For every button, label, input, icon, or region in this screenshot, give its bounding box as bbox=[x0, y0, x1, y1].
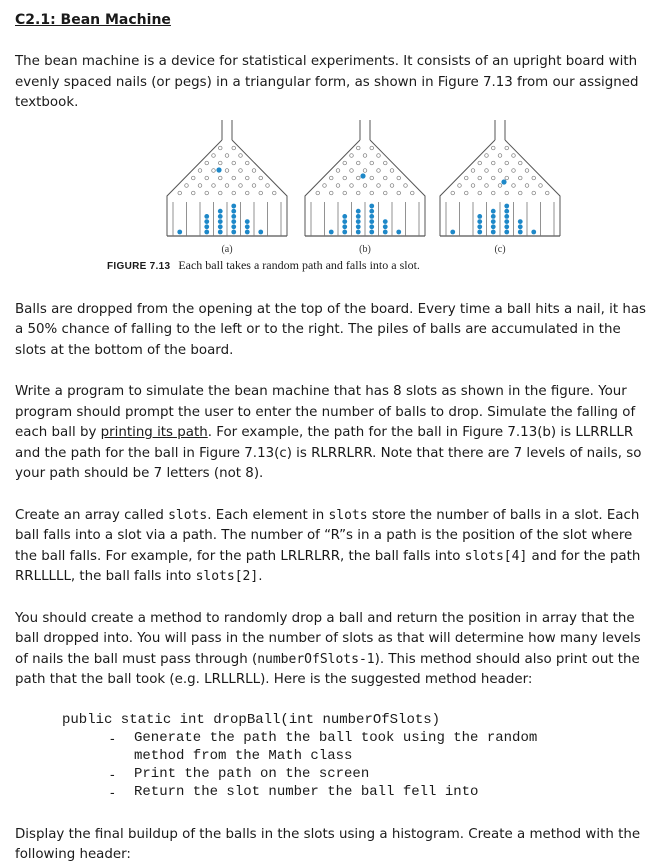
peg bbox=[518, 176, 522, 180]
peg bbox=[205, 161, 209, 165]
peg bbox=[491, 161, 495, 165]
figure-number: FIGURE 7.13 bbox=[107, 260, 171, 272]
peg bbox=[329, 191, 333, 195]
ball bbox=[504, 224, 509, 229]
peg bbox=[245, 191, 249, 195]
peg bbox=[323, 183, 327, 187]
peg bbox=[404, 183, 408, 187]
method-signature: public static int dropBall(int numberOfSlots) bbox=[62, 711, 441, 728]
peg bbox=[512, 183, 516, 187]
ball bbox=[531, 229, 536, 234]
text-run: . For example, the path for the ball in Figure 7.13(b) is LLRRLLR and the path for the ball in Figure 7.13(c) is RLRRLRR. Note that there are 7 levels of nails, so your path should be 7 letters (not 8). bbox=[15, 425, 642, 481]
ball bbox=[369, 224, 374, 229]
ball bbox=[383, 219, 388, 224]
peg bbox=[478, 191, 482, 195]
ball bbox=[245, 224, 250, 229]
peg bbox=[272, 191, 276, 195]
peg bbox=[370, 176, 374, 180]
peg bbox=[464, 191, 468, 195]
ball bbox=[231, 224, 236, 229]
peg bbox=[390, 183, 394, 187]
ball bbox=[369, 208, 374, 213]
ball bbox=[383, 224, 388, 229]
peg bbox=[205, 176, 209, 180]
text-run: You should create a method to randomly drop a ball and return the position in array that the ball dropped into. You will pass in the number of slots as that will determine how many levels of nails the ball must pass through ( bbox=[15, 610, 641, 667]
peg bbox=[232, 161, 236, 165]
peg bbox=[191, 176, 195, 180]
peg bbox=[525, 168, 529, 172]
peg bbox=[383, 161, 387, 165]
figure-caption bbox=[107, 258, 420, 273]
peg bbox=[191, 191, 195, 195]
ball bbox=[231, 208, 236, 213]
peg bbox=[259, 176, 263, 180]
peg bbox=[532, 191, 536, 195]
underlined-text: printing its path bbox=[100, 425, 208, 440]
peg bbox=[225, 183, 229, 187]
peg bbox=[491, 176, 495, 180]
peg bbox=[363, 168, 367, 172]
ball bbox=[396, 229, 401, 234]
peg bbox=[464, 176, 468, 180]
text-run: Create an array called bbox=[15, 507, 169, 523]
text-run: . bbox=[258, 569, 263, 584]
panel-label: (b) bbox=[359, 243, 371, 255]
ball bbox=[504, 203, 509, 208]
figure-caption-text: Each ball takes a random path and falls into a slot. bbox=[178, 257, 420, 272]
peg bbox=[505, 161, 509, 165]
peg bbox=[336, 183, 340, 187]
code-inline: slots bbox=[328, 507, 368, 523]
peg bbox=[343, 161, 347, 165]
method-header-block bbox=[62, 711, 647, 729]
ball bbox=[231, 203, 236, 208]
peg bbox=[383, 191, 387, 195]
ball bbox=[491, 219, 496, 224]
peg bbox=[259, 191, 263, 195]
ball bbox=[204, 219, 209, 224]
peg bbox=[356, 176, 360, 180]
ball bbox=[356, 229, 361, 234]
peg bbox=[218, 176, 222, 180]
ball bbox=[504, 214, 509, 219]
peg bbox=[397, 176, 401, 180]
paragraph-simulate bbox=[15, 382, 647, 485]
method-steps bbox=[15, 729, 647, 801]
falling-ball bbox=[360, 173, 365, 178]
ball bbox=[204, 224, 209, 229]
ball bbox=[504, 219, 509, 224]
panel-label: (a) bbox=[221, 243, 233, 255]
ball bbox=[231, 219, 236, 224]
peg bbox=[377, 153, 381, 157]
peg bbox=[198, 183, 202, 187]
peg bbox=[370, 146, 374, 150]
peg bbox=[498, 153, 502, 157]
paragraph-slots-array bbox=[15, 506, 647, 588]
peg bbox=[471, 183, 475, 187]
peg bbox=[356, 161, 360, 165]
ball bbox=[231, 229, 236, 234]
ball bbox=[218, 214, 223, 219]
peg bbox=[383, 176, 387, 180]
ball bbox=[491, 208, 496, 213]
peg bbox=[471, 168, 475, 172]
peg bbox=[512, 153, 516, 157]
figure-7-13 bbox=[15, 118, 647, 288]
peg bbox=[266, 183, 270, 187]
paragraph-drop: Balls are dropped from the opening at the top of the board. Every time a ball hits a nail, it has a 50% chance of falling to the left or to the right. The piles of balls are accumulated in the slots at the bottom of the board. bbox=[15, 301, 647, 358]
peg bbox=[498, 168, 502, 172]
peg bbox=[350, 183, 354, 187]
ball bbox=[218, 224, 223, 229]
ball bbox=[218, 208, 223, 213]
peg bbox=[239, 183, 243, 187]
ball bbox=[342, 219, 347, 224]
code-inline: slots[2] bbox=[195, 569, 259, 584]
text-run: store the number of balls in a slot. Each ball falls into a slot via a path. The number of “R”s in a path is the position of the slot where the ball falls. For example, for the path LRLRLRR, the ball falls into bbox=[15, 507, 640, 564]
peg bbox=[491, 146, 495, 150]
document bbox=[15, 10, 647, 866]
ball bbox=[504, 208, 509, 213]
peg bbox=[343, 176, 347, 180]
peg bbox=[245, 161, 249, 165]
ball bbox=[231, 214, 236, 219]
peg bbox=[245, 176, 249, 180]
ball bbox=[477, 224, 482, 229]
code-inline: numberOfSlots-1 bbox=[257, 651, 375, 667]
peg bbox=[178, 191, 182, 195]
peg bbox=[363, 153, 367, 157]
peg bbox=[185, 183, 189, 187]
peg bbox=[390, 168, 394, 172]
ball bbox=[450, 229, 455, 234]
peg bbox=[212, 183, 216, 187]
peg bbox=[410, 191, 414, 195]
peg bbox=[218, 191, 222, 195]
peg bbox=[485, 153, 489, 157]
list-item bbox=[110, 783, 647, 801]
peg bbox=[350, 153, 354, 157]
peg bbox=[343, 191, 347, 195]
peg bbox=[377, 183, 381, 187]
peg bbox=[478, 161, 482, 165]
peg bbox=[518, 191, 522, 195]
ball bbox=[369, 219, 374, 224]
peg bbox=[336, 168, 340, 172]
ball bbox=[245, 219, 250, 224]
peg bbox=[218, 161, 222, 165]
peg bbox=[363, 183, 367, 187]
step-text: Return the slot number the ball fell into bbox=[134, 783, 479, 800]
text-run: Write a program to simulate the bean machine that has 8 slots as shown in the figure. Your program should prompt the user to enter the number of balls to drop. Simulate the falling of each ball by bbox=[15, 384, 636, 440]
peg bbox=[370, 161, 374, 165]
peg bbox=[451, 191, 455, 195]
code-inline: slots[4] bbox=[464, 548, 528, 564]
peg bbox=[491, 191, 495, 195]
peg bbox=[316, 191, 320, 195]
code-inline: slots bbox=[168, 507, 208, 523]
peg bbox=[518, 161, 522, 165]
peg bbox=[498, 183, 502, 187]
peg bbox=[239, 168, 243, 172]
peg bbox=[458, 183, 462, 187]
ball bbox=[218, 219, 223, 224]
ball bbox=[518, 224, 523, 229]
peg bbox=[252, 168, 256, 172]
peg bbox=[485, 168, 489, 172]
ball bbox=[356, 219, 361, 224]
list-item bbox=[110, 729, 647, 765]
ball bbox=[477, 214, 482, 219]
peg bbox=[377, 168, 381, 172]
ball bbox=[356, 214, 361, 219]
peg bbox=[239, 153, 243, 157]
peg bbox=[505, 146, 509, 150]
ball bbox=[369, 203, 374, 208]
ball bbox=[329, 229, 334, 234]
peg bbox=[525, 183, 529, 187]
peg bbox=[356, 191, 360, 195]
peg bbox=[205, 191, 209, 195]
peg bbox=[232, 146, 236, 150]
ball bbox=[342, 229, 347, 234]
step-text: Print the path on the screen bbox=[134, 765, 370, 782]
peg bbox=[232, 191, 236, 195]
section-title: C2.1: Bean Machine bbox=[15, 12, 171, 28]
ball bbox=[491, 214, 496, 219]
dash-bullet: - bbox=[110, 783, 115, 800]
ball bbox=[477, 229, 482, 234]
ball bbox=[518, 219, 523, 224]
ball bbox=[369, 229, 374, 234]
ball bbox=[356, 208, 361, 213]
step-text: Generate the path the ball took using the random method from the Math class bbox=[134, 729, 538, 764]
text-run: and for the path RRLLLLL, the ball falls into bbox=[15, 548, 641, 584]
peg bbox=[397, 191, 401, 195]
peg bbox=[485, 183, 489, 187]
ball bbox=[218, 229, 223, 234]
text-run: ). This method should also print out the path that the ball took (e.g. LRLLRLL). Here is the suggested method header: bbox=[15, 651, 640, 687]
ball bbox=[204, 214, 209, 219]
ball bbox=[356, 224, 361, 229]
ball bbox=[258, 229, 263, 234]
ball bbox=[504, 229, 509, 234]
peg bbox=[545, 191, 549, 195]
peg bbox=[218, 146, 222, 150]
peg bbox=[532, 176, 536, 180]
peg bbox=[232, 176, 236, 180]
ball bbox=[491, 229, 496, 234]
peg bbox=[478, 176, 482, 180]
ball bbox=[245, 229, 250, 234]
peg bbox=[350, 168, 354, 172]
peg bbox=[212, 153, 216, 157]
peg bbox=[356, 146, 360, 150]
ball bbox=[477, 219, 482, 224]
peg bbox=[225, 153, 229, 157]
peg bbox=[505, 191, 509, 195]
ball bbox=[518, 229, 523, 234]
peg bbox=[198, 168, 202, 172]
list-item bbox=[110, 765, 647, 783]
peg bbox=[225, 168, 229, 172]
peg bbox=[212, 168, 216, 172]
peg bbox=[329, 176, 333, 180]
peg bbox=[512, 168, 516, 172]
peg bbox=[539, 183, 543, 187]
intro-paragraph: The bean machine is a device for statistical experiments. It consists of an upright board with evenly spaced nails (or pegs) in a triangular form, as shown in Figure 7.13 from our assigned textbook. bbox=[15, 54, 639, 110]
text-run: . Each element in bbox=[207, 507, 329, 523]
ball bbox=[369, 214, 374, 219]
paragraph-method bbox=[15, 609, 647, 691]
ball bbox=[491, 224, 496, 229]
ball bbox=[342, 224, 347, 229]
ball bbox=[204, 229, 209, 234]
peg bbox=[252, 183, 256, 187]
falling-ball bbox=[501, 179, 506, 184]
peg bbox=[505, 176, 509, 180]
panel-label: (c) bbox=[494, 243, 506, 255]
ball bbox=[383, 229, 388, 234]
dash-bullet: - bbox=[110, 729, 115, 746]
ball bbox=[177, 229, 182, 234]
ball bbox=[342, 214, 347, 219]
falling-ball bbox=[216, 167, 221, 172]
paragraph-histogram: Display the final buildup of the balls in the slots using a histogram. Create a method with the following header: bbox=[15, 826, 641, 862]
dash-bullet: - bbox=[110, 765, 115, 782]
peg bbox=[370, 191, 374, 195]
